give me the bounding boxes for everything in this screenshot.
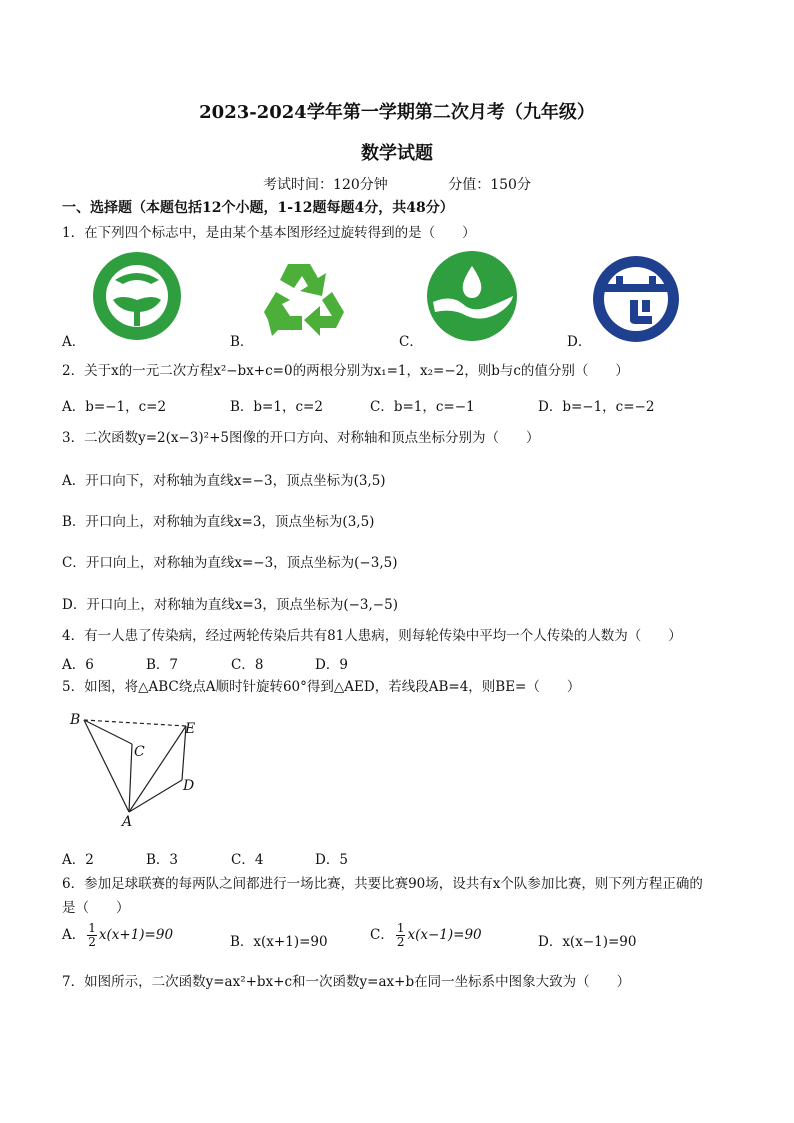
question-5-text: 5．如图，将△ABC绕点A顺时针旋转60°得到△AED，若线段AB=4，则BE=（ ）	[62, 679, 581, 695]
q5-option-b: B．3	[146, 852, 179, 868]
q6-option-c	[370, 922, 482, 949]
q6-option-a-expr: x(x+1)=90	[98, 927, 174, 943]
segment-da	[129, 780, 182, 812]
q3-option-c: C．开口向上，对称轴为直线x=−3，顶点坐标为(−3,5)	[62, 555, 398, 571]
q3-option-b: B．开口向上，对称轴为直线x=3，顶点坐标为(3,5)	[62, 514, 375, 530]
question-6-text-cont: 是（ ）	[62, 900, 130, 916]
fraction-one-half: $\frac{1}{2}$	[396, 921, 405, 949]
exam-subtitle: 数学试题	[361, 143, 433, 164]
exam-time: 考试时间：120分钟	[263, 177, 388, 193]
q3-option-a: A．开口向下，对称轴为直线x=−3，顶点坐标为(3,5)	[62, 473, 386, 489]
q5-option-d: D．5	[315, 852, 348, 868]
question-3-text: 3．二次函数y=2(x−3)²+5图像的开口方向、对称轴和顶点坐标分别为（ ）	[62, 430, 540, 446]
recycle-logo-icon	[258, 258, 352, 344]
q6-option-d: D．x(x−1)=90	[538, 934, 637, 950]
exam-meta	[0, 174, 794, 194]
q1-option-a: A．	[62, 334, 86, 350]
q3-option-d: D．开口向上，对称轴为直线x=3，顶点坐标为(−3,−5)	[62, 597, 398, 613]
exam-score: 分值：150分	[448, 177, 531, 193]
q6-option-c-label: C．	[370, 927, 394, 943]
segment-ea	[129, 726, 186, 812]
q6-option-a	[62, 922, 173, 949]
question-1-text: 1．在下列四个标志中，是由某个基本图形经过旋转得到的是（ ）	[62, 225, 476, 241]
blue-emblem-logo-icon	[590, 254, 682, 344]
question-6-text: 6．参加足球联赛的每两队之间都进行一场比赛，共要比赛90场，设共有x个队参加比赛，则下列方程正确的	[62, 876, 703, 892]
q5-rotation-figure	[62, 706, 212, 832]
green-food-logo-icon	[91, 250, 183, 342]
section-heading: 一、选择题（本题包括12个小题，1-12题每题4分，共48分）	[62, 200, 454, 216]
point-label-c: C	[134, 744, 145, 760]
q2-option-a: A．b=−1，c=2	[62, 399, 167, 415]
q4-option-c: C．8	[231, 657, 264, 673]
q5-option-a: A．2	[62, 852, 94, 868]
exam-title: 2023-2024学年第一学期第二次月考（九年级）	[199, 102, 595, 123]
q1-option-b: B．	[230, 334, 254, 350]
q2-option-d: D．b=−1，c=−2	[538, 399, 655, 415]
q6-option-c-expr: x(x−1)=90	[407, 927, 482, 943]
q6-option-a-label: A．	[62, 927, 86, 943]
point-label-b: B	[70, 712, 81, 728]
question-7-text: 7．如图所示，二次函数y=ax²+bx+c和一次函数y=ax+b在同一坐标系中图象大致为（ ）	[62, 974, 631, 990]
segment-ba	[84, 720, 129, 812]
question-2-text: 2．关于x的一元二次方程x²−bx+c=0的两根分别为x₁=1，x₂=−2，则b与c的值分别（ ）	[62, 363, 629, 379]
q5-option-c: C．4	[231, 852, 264, 868]
q2-option-c: C．b=1，c=−1	[370, 399, 475, 415]
point-label-e: E	[185, 721, 196, 737]
q6-option-b: B．x(x+1)=90	[230, 934, 328, 950]
q4-option-b: B．7	[146, 657, 179, 673]
segment-bc	[84, 720, 132, 744]
q2-option-b: B．b=1，c=2	[230, 399, 323, 415]
question-4-text: 4．有一人患了传染病，经过两轮传染后共有81人患病，则每轮传染中平均一个人传染的人数为（ ）	[62, 628, 682, 644]
point-label-a: A	[122, 814, 133, 830]
fraction-one-half: $\frac{1}{2}$	[88, 921, 96, 949]
segment-ca	[129, 744, 132, 812]
segment-be	[84, 720, 186, 726]
q1-option-d: D．	[567, 334, 592, 350]
q1-option-c: C．	[399, 334, 423, 350]
water-drop-logo-icon	[425, 250, 519, 342]
q4-option-d: D．9	[315, 657, 348, 673]
point-label-d: D	[183, 778, 195, 794]
q4-option-a: A．6	[62, 657, 94, 673]
